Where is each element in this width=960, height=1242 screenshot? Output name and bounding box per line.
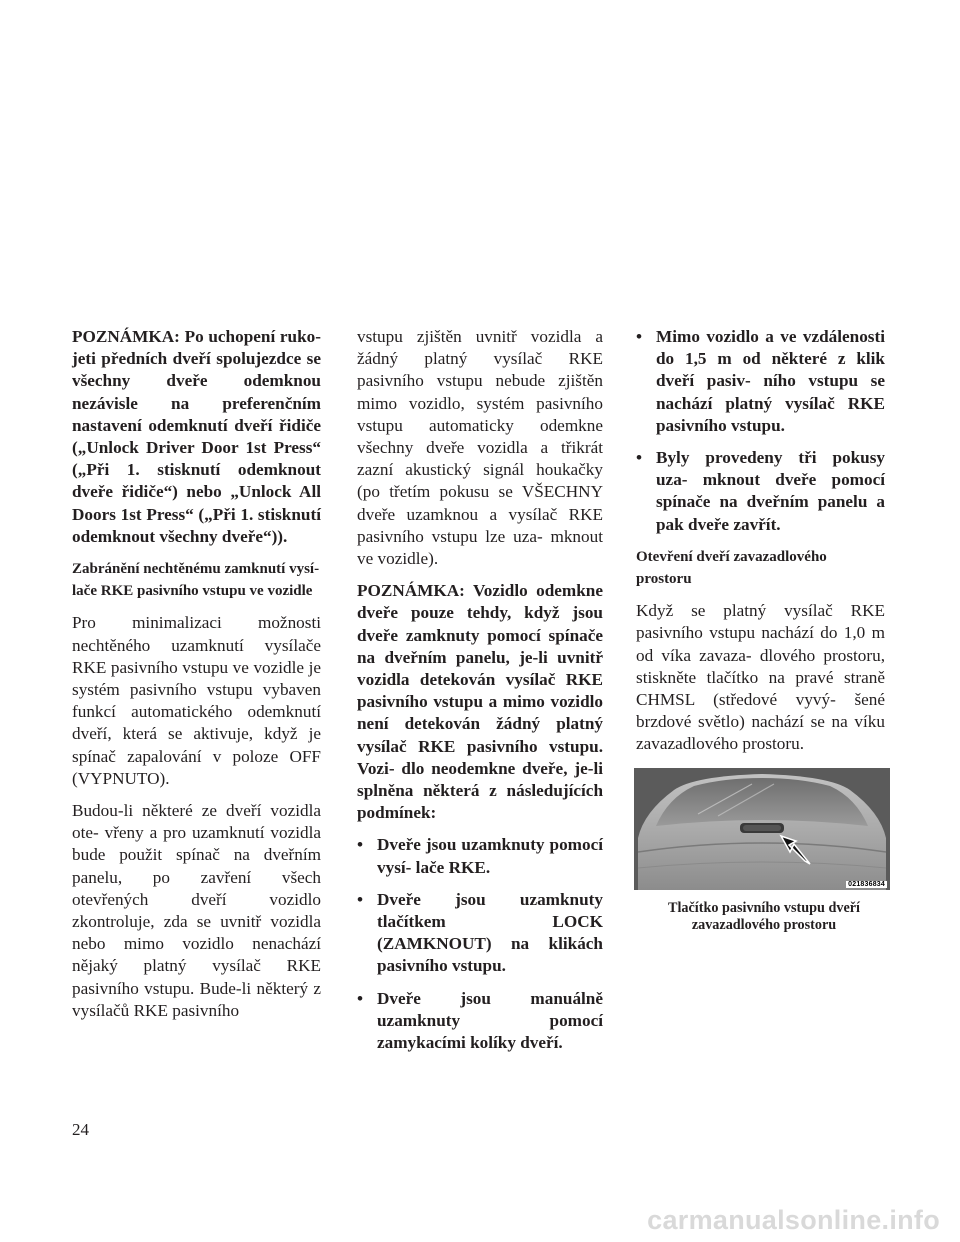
watermark: carmanualsonline.info — [647, 1205, 940, 1235]
trunk-lid-drawing — [634, 768, 890, 890]
bullet-mark: • — [636, 448, 643, 468]
list-item: • Dveře jsou uzamknuty pomocí vysí- lače RKE. — [357, 835, 603, 877]
list-item: • Dveře jsou uzamknuty tlačítkem LOCK (ZAMKNOUT) na klikách pasivního vstupu. — [357, 889, 603, 976]
page-number: 24 — [72, 1120, 89, 1139]
list-item: • Byly provedeny tři pokusy uza- mknout dveře pomocí spínače na dveřním panelu a pak dveře zavřít. — [636, 448, 885, 534]
section-heading-prevent-lockout: Zabránění nechtěnému zamknutí vysí- lače RKE pasivního vstupu ve vozidle — [72, 561, 320, 600]
bullet-mark: • — [357, 889, 364, 909]
note-passenger-handle: POZNÁMKA: Po uchopení ruko- jeti předních dveří spolujezdce se všechny dveře odemknou nezávisle na preferenčním nastavení odemknutí dveří řidiče („Unlock Driver Door 1st Press“ („Při 1. stisknutí odemknout dveře řidiče“) nebo „Unlock All Doors 1st Press“ („Při 1. stisknutí odemknout všechny dveře“)). — [72, 327, 321, 546]
column-left — [72, 326, 321, 1032]
column-right — [636, 326, 885, 935]
trunk-release-button — [743, 825, 781, 831]
bullet-mark: • — [357, 835, 364, 855]
list-item: • Dveře jsou manuálně uzamknuty pomocí zamykacími kolíky dveří. — [357, 988, 603, 1053]
bullet-mark: • — [636, 327, 643, 346]
conditions-list-continued — [636, 326, 885, 536]
trunk-lid-illustration — [634, 768, 890, 890]
paragraph-trunk-open: Když se platný vysílač RKE pasivního vstupu nachází do 1,0 m od víka zavaza- dlového prostoru, stiskněte tlačítko na pravé straně CHMSL (středové vyvý- šené brzdové světlo) nachází se na víku zavazadlového prostoru. — [636, 601, 885, 754]
figure-code: 021836834 — [848, 880, 885, 888]
note-unlock-conditions: POZNÁMKA: Vozidlo odemkne dveře pouze tehdy, když jsou dveře zamknuty pomocí spínače na dveřním panelu, je-li uvnitř vozidla detekován vysílač RKE pasivního vstupu a mimo vozidlo není detekován žádný platný vysílač RKE pasivního vstupu. Vozi- dlo neodemkne dveře, je-li splněna některá z následujících podmínek: — [357, 581, 603, 823]
paragraph-door-check: Budou-li některé ze dveří vozidla ote- vřeny a pro uzamknutí vozidla bude použit spínač na dveřním panelu, po zavření všech otevřených dveří vozidlo zkontroluje, zda se uvnitř vozidla nebo mimo vozidlo nenachází nějaký platný vysílač RKE pasivního vstupu. Bude-li některý z vysílačů RKE pasivního — [72, 801, 321, 1020]
paragraph-auto-unlock: Pro minimalizaci možnosti nechtěného uzamknutí vysílače RKE pasivního vstupu ve vozidle je systém pasivního vstupu vybaven funkcí automatického odemknutí dveří, která se aktivuje, když je spínač zapalování v poloze OFF (VYPNUTO). — [72, 613, 321, 788]
conditions-list — [357, 834, 603, 1054]
figure-caption: Tlačítko pasivního vstupu dveří zavazadlového prostoru — [668, 899, 860, 934]
section-heading-trunk: Otevření dveří zavazadlového prostoru — [636, 548, 827, 588]
paragraph-continued: vstupu zjištěn uvnitř vozidla a žádný platný vysílač RKE pasivního vstupu nebude zjištěn mimo vozidlo, systém pasivního vstupu automaticky odemkne všechny dveře vozidla a třikrát zazní akustický signál houkačky (po třetím pokusu se VŠECHNY dveře uzamknou a vysílač RKE pasivního vstupu lze uza- mknout ve vozidle). — [357, 327, 603, 569]
column-middle — [357, 326, 603, 1064]
bullet-mark: • — [357, 988, 364, 1008]
list-item: • Mimo vozidlo a ve vzdálenosti do 1,5 m od některé z klik dveří pasiv- ního vstupu se nachází platný vysílač RKE pasivního vstupu. — [636, 327, 885, 435]
